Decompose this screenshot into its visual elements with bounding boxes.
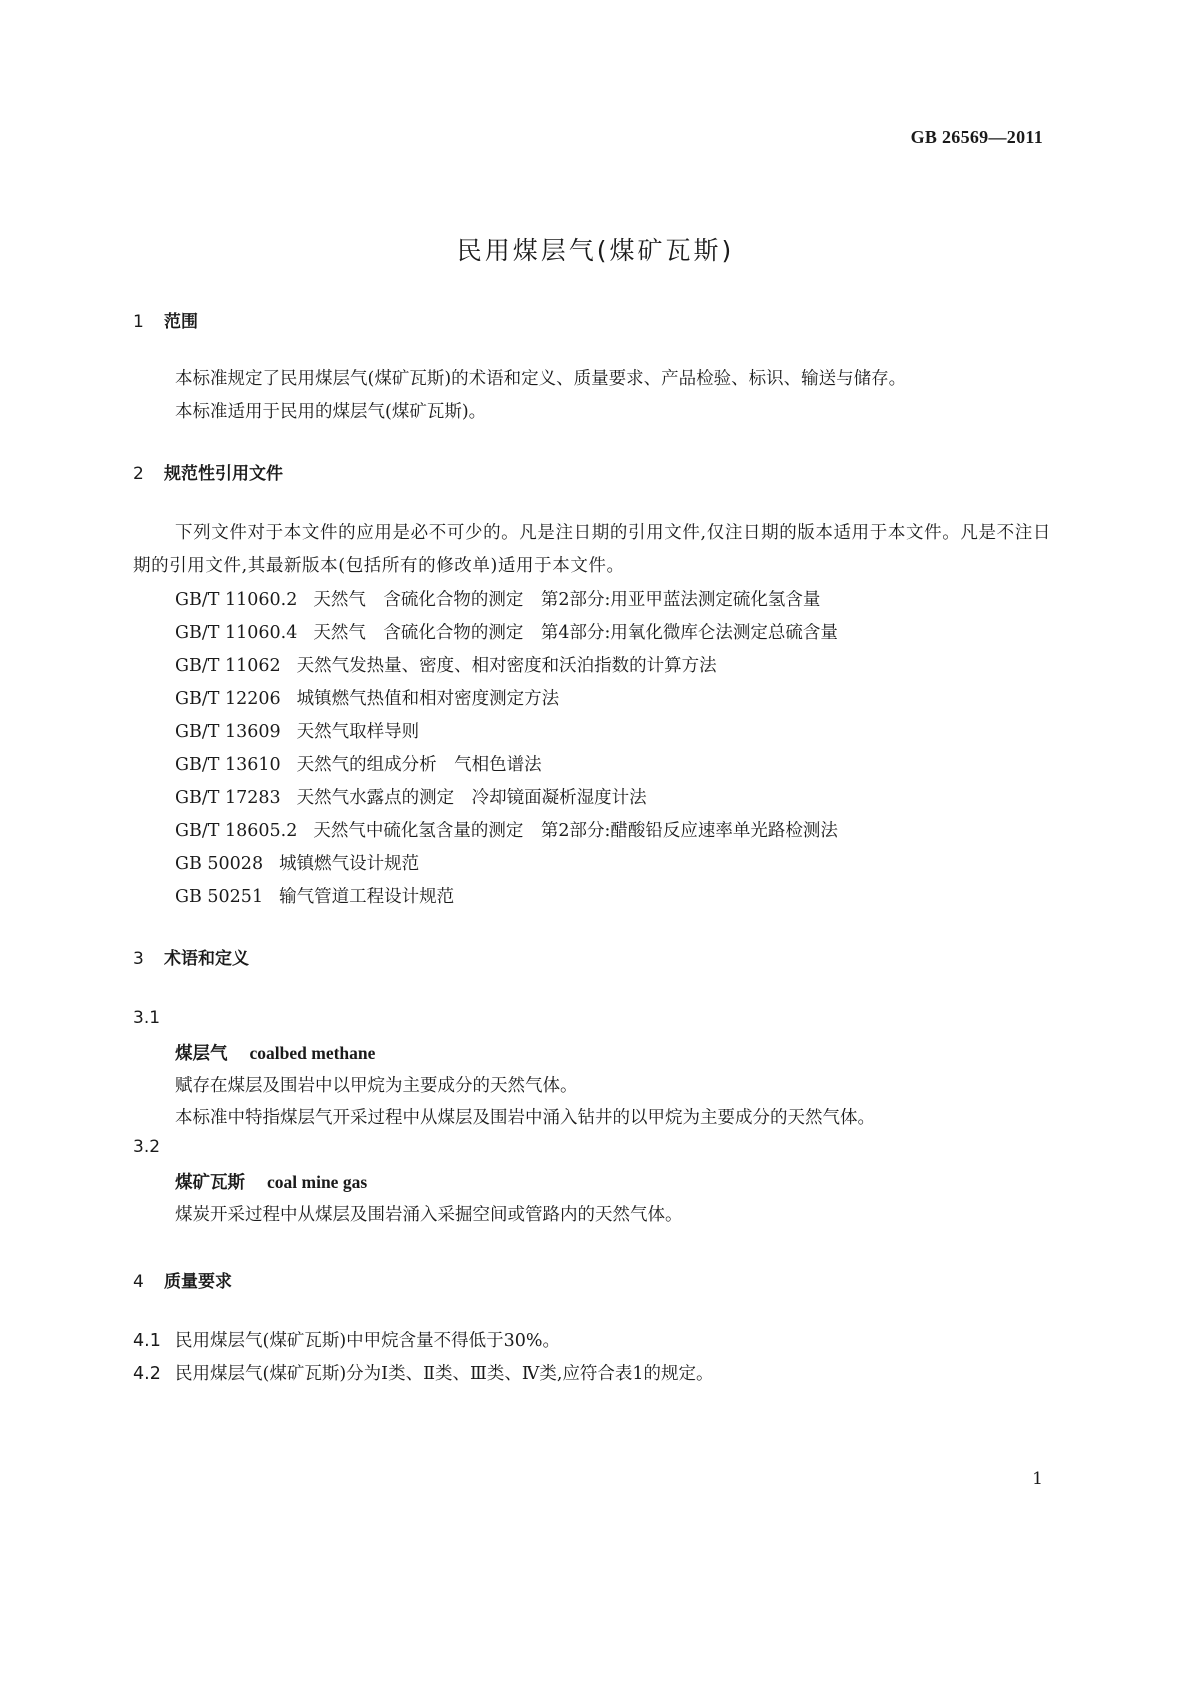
term-english: coal mine gas [267,1172,368,1192]
term-heading [175,1169,367,1194]
section-number: 4 [133,1272,144,1292]
section-title: 规范性引用文件 [164,464,283,484]
reference-item [175,784,647,809]
reference-code: GB/T 13610 [175,755,281,775]
section-number: 1 [133,312,144,332]
term-chinese: 煤层气 [175,1044,228,1064]
page-number: 1 [1032,1469,1043,1489]
reference-title: 天然气取样导则 [296,722,420,742]
reference-title: 天然气的组成分析 气相色谱法 [296,755,542,775]
reference-item [175,817,838,842]
reference-item [175,685,559,710]
section-number: 3 [133,949,144,969]
reference-title: 天然气 含硫化合物的测定 第2部分:用亚甲蓝法测定硫化氢含量 [313,590,821,610]
document-code: GB 26569—2011 [910,127,1043,147]
reference-item [175,652,717,677]
reference-title: 城镇燃气热值和相对密度测定方法 [296,689,560,709]
paragraph-intro: 下列文件对于本文件的应用是必不可少的。凡是注日期的引用文件,仅注日期的版本适用于本文件。凡是不注日期的引用文件,其最新版本(包括所有的修改单)适用于本文件。 [133,523,1051,576]
section-title: 质量要求 [164,1272,232,1292]
section-3-heading [133,944,249,969]
reference-title: 天然气水露点的测定 冷却镜面凝析湿度计法 [296,788,647,808]
clause-number: 4.2 [133,1364,161,1384]
reference-code: GB/T 11062 [175,656,281,676]
reference-code: GB/T 13609 [175,722,281,742]
reference-code: GB/T 11060.2 [175,590,298,610]
clause-text: 民用煤层气(煤矿瓦斯)分为Ⅰ类、Ⅱ类、Ⅲ类、Ⅳ类,应符合表1的规定。 [175,1364,714,1384]
reference-item [175,850,419,875]
clause-number: 4.1 [133,1331,161,1351]
reference-title: 输气管道工程设计规范 [279,887,455,907]
reference-title: 天然气中硫化氢含量的测定 第2部分:醋酸铅反应速率单光路检测法 [313,821,838,841]
reference-item [175,586,820,611]
paragraph: 本标准适用于民用的煤层气(煤矿瓦斯)。 [175,402,487,422]
reference-code: GB/T 11060.4 [175,623,298,643]
term-heading [175,1040,375,1065]
reference-item [175,751,542,776]
page-title: 民用煤层气(煤矿瓦斯) [456,236,735,265]
paragraph: 本标准规定了民用煤层气(煤矿瓦斯)的术语和定义、质量要求、产品检验、标识、输送与储存。 [175,369,907,389]
section-4-heading [133,1267,232,1292]
term-chinese: 煤矿瓦斯 [175,1173,245,1193]
section-title: 范围 [164,312,198,332]
section-number: 2 [133,464,144,484]
reference-title: 城镇燃气设计规范 [279,854,420,874]
reference-code: GB/T 17283 [175,788,281,808]
subsection-number: 3.1 [133,1008,161,1028]
reference-code: GB/T 12206 [175,689,281,709]
clause-text: 民用煤层气(煤矿瓦斯)中甲烷含量不得低于30%。 [175,1331,561,1351]
section-title: 术语和定义 [164,949,249,969]
clause-item [133,1360,714,1385]
term-definition: 本标准中特指煤层气开采过程中从煤层及围岩中涌入钻井的以甲烷为主要成分的天然气体。 [175,1108,875,1128]
reference-item [175,883,454,908]
term-english: coalbed methane [249,1043,376,1063]
reference-code: GB/T 18605.2 [175,821,298,841]
reference-item [175,718,419,743]
subsection-number: 3.2 [133,1137,161,1157]
term-definition: 赋存在煤层及围岩中以甲烷为主要成分的天然气体。 [175,1076,578,1096]
reference-item [175,619,838,644]
section-2-heading [133,459,283,484]
term-definition: 煤炭开采过程中从煤层及围岩涌入采掘空间或管路内的天然气体。 [175,1205,683,1225]
section-1-heading [133,307,198,332]
reference-code: GB 50028 [175,854,264,874]
reference-title: 天然气 含硫化合物的测定 第4部分:用氧化微库仑法测定总硫含量 [313,623,838,643]
clause-item [133,1327,560,1352]
reference-code: GB 50251 [175,887,264,907]
reference-title: 天然气发热量、密度、相对密度和沃泊指数的计算方法 [296,656,717,676]
